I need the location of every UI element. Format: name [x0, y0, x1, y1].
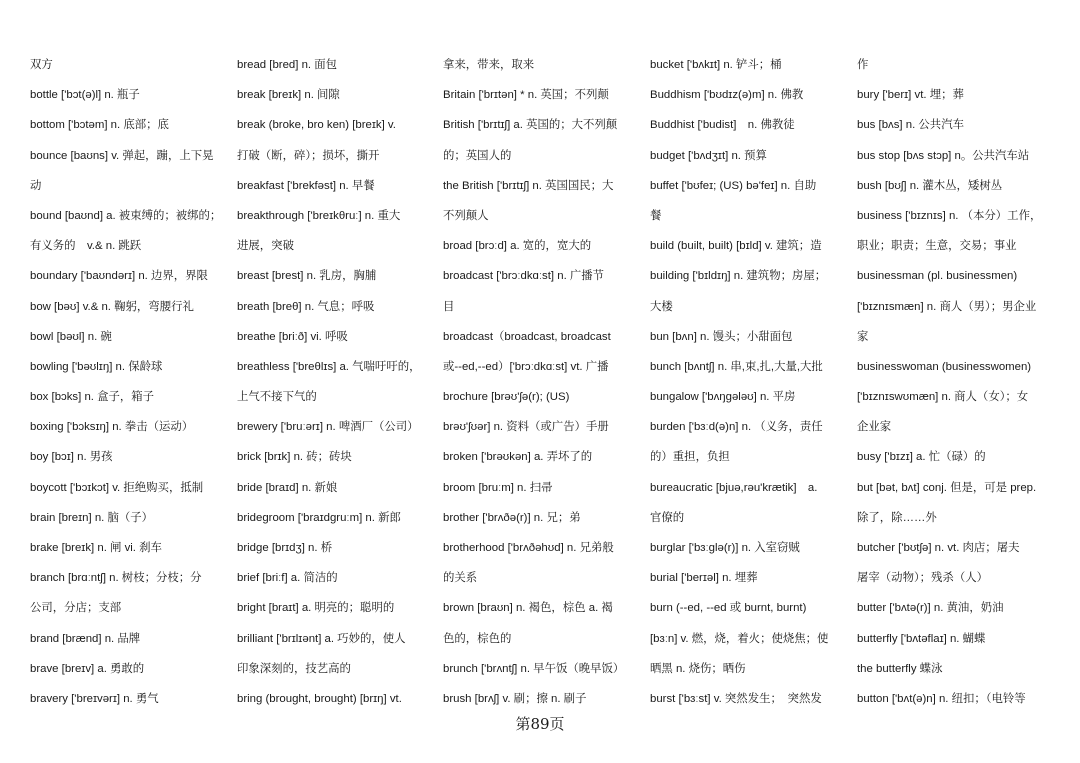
entry-line: broom [bruːm] n. 扫帚 — [443, 481, 553, 494]
entry-line: box [bɔks] n. 盒子，箱子 — [30, 391, 155, 404]
entry-line: bowl [bəʊl] n. 碗 — [30, 330, 112, 343]
entry-line: brief [briːf] a. 简洁的 — [237, 572, 338, 585]
entry-line: 大楼 — [650, 300, 673, 313]
entry-line: bush [bʊʃ] n. 灌木丛，矮树丛 — [857, 179, 1003, 192]
entry-line: 公司，分店；支部 — [30, 602, 122, 615]
entry-line: [bɜːn] v. 燃，烧，着火；使烧焦；使 — [650, 632, 829, 645]
entry-line: 双方 — [30, 59, 53, 71]
entry-line: ['bɪznɪsmæn] n. 商人（男）；男企业 — [857, 300, 1037, 313]
entry-line: 官僚的 — [650, 511, 685, 524]
column-5 — [857, 50, 1057, 714]
entry-line: broadcast ['brɔːdkɑːst] n. 广播节 — [443, 270, 605, 283]
entry-line: brand [brænd] n. 品牌 — [30, 632, 141, 645]
entry-line: business ['bɪznɪs] n. （本分）工作， — [857, 209, 1042, 222]
entry-line: bucket ['bʌkɪt] n. 铲斗；桶 — [650, 59, 782, 71]
entry-line: burst ['bɜːst] v. 突然发生； 突然发 — [650, 692, 822, 705]
entry-line: button ['bʌt(ə)n] n. 纽扣；（电铃等 — [857, 692, 1026, 705]
entry-line: bungalow ['bʌŋgələʊ] n. 平房 — [650, 391, 796, 404]
entry-line: boycott ['bɔɪkɔt] v. 拒绝购买，抵制 — [30, 481, 204, 494]
entry-line: 有义务的 v.& n. 跳跃 — [30, 240, 142, 253]
entry-line: businessman (pl. businessmen) — [857, 270, 1018, 283]
entry-line: burden ['bɜːd(ə)n] n. （义务，责任 — [650, 421, 823, 434]
entry-line: 除了，除……外 — [857, 511, 937, 524]
entry-line: 上气不接下气的 — [237, 391, 317, 404]
entry-line: build (built, built) [bɪld] v. 建筑；造 — [650, 240, 822, 253]
entry-line: butcher ['bʊtʃə] n. vt. 肉店；屠夫 — [857, 542, 1020, 554]
entry-line: breathless ['breθlɪs] a. 气喘吁吁的， — [237, 360, 421, 373]
entry-line: 作 — [857, 59, 869, 71]
entry-line: 动 — [30, 179, 42, 192]
entry-line: 印象深刻的，技艺高的 — [237, 662, 351, 675]
entry-line: budget ['bʌdʒɪt] n. 预算 — [650, 149, 767, 162]
column-2 — [237, 50, 437, 714]
entry-line: British ['brɪtɪʃ] a. 英国的；大不列颠 — [443, 119, 618, 132]
entry-line: bound [baʊnd] a. 被束缚的；被绑的； — [30, 209, 222, 222]
entry-line: burial ['berɪəl] n. 埋葬 — [650, 572, 758, 585]
entry-line: bow [bəʊ] v.& n. 鞠躬，弯腰行礼 — [30, 300, 194, 313]
entry-line: brush [brʌʃ] v. 刷；擦 n. 刷子 — [443, 692, 587, 705]
entry-line: but [bət, bʌt] conj. 但是，可是 prep. — [857, 481, 1037, 494]
entry-line: brewery ['bruːərɪ] n. 啤酒厂（公司） — [237, 421, 419, 434]
entry-line: bottle ['bɔt(ə)l] n. 瓶子 — [30, 89, 140, 102]
entry-line: 不列颠人 — [443, 209, 489, 222]
entry-line: brother ['brʌðə(r)] n. 兄；弟 — [443, 511, 581, 524]
entry-line: brunch ['brʌntʃ] n. 早午饭（晚早饭） — [443, 662, 625, 675]
entry-line: bus [bʌs] n. 公共汽车 — [857, 119, 964, 132]
entry-line: 的关系 — [443, 572, 478, 585]
entry-line: brilliant ['brɪlɪənt] a. 巧妙的，使人 — [237, 632, 406, 645]
entry-line: 企业家 — [857, 421, 892, 434]
column-4 — [650, 50, 850, 714]
entry-line: 晒黑 n. 烧伤；晒伤 — [650, 662, 746, 675]
page-number: 第89页 — [515, 715, 565, 733]
entry-line: broadcast（broadcast, broadcast — [443, 330, 611, 343]
column-1 — [30, 50, 230, 714]
entry-line: buffet ['bʊfeɪ; (US) bə'feɪ] n. 自助 — [650, 179, 817, 192]
entry-line: brain [breɪn] n. 脑（子） — [30, 511, 154, 524]
entry-line: brochure [brəʊ'ʃə(r); (US) — [443, 391, 570, 404]
entry-line: breath [breθ] n. 气息；呼吸 — [237, 300, 375, 313]
entry-line: brotherhood ['brʌðəhʊd] n. 兄弟般 — [443, 542, 614, 554]
entry-line: boxing ['bɔksɪŋ] n. 拳击（运动） — [30, 421, 194, 434]
entry-line: 家 — [857, 330, 869, 343]
entry-line: 色的，棕色的 — [443, 632, 512, 645]
entry-line: 拿来，带来，取来 — [443, 59, 535, 71]
entry-line: burglar ['bɜːglə(r)] n. 入室窃贼 — [650, 542, 800, 554]
entry-line: bridge [brɪdʒ] n. 桥 — [237, 542, 333, 554]
entry-line: bottom ['bɔtəm] n. 底部；底 — [30, 119, 169, 132]
entry-line: busy ['bɪzɪ] a. 忙（碌）的 — [857, 451, 986, 464]
entry-line: break (broke, bro ken) [breɪk] v. — [237, 119, 396, 132]
entry-line: 目 — [443, 300, 455, 313]
entry-line: Buddhist ['budist] n. 佛教徒 — [650, 119, 795, 132]
entry-line: broad [brɔːd] a. 宽的，宽大的 — [443, 240, 592, 253]
entry-line: ['bɪznɪswʊmæn] n. 商人（女）；女 — [857, 391, 1029, 404]
entry-line: brown [braʊn] n. 褐色，棕色 a. 褐 — [443, 602, 613, 615]
entry-line: the butterfly 蝶泳 — [857, 662, 943, 675]
entry-line: bus stop [bʌs stɔp] n。公共汽车站 — [857, 149, 1030, 162]
entry-line: businesswoman (businesswomen) — [857, 360, 1032, 373]
entry-line: bridegroom ['braɪdgruːm] n. 新郎 — [237, 511, 401, 524]
entry-line: breathe [briːð] vi. 呼吸 — [237, 330, 348, 343]
entry-line: boy [bɔɪ] n. 男孩 — [30, 451, 113, 464]
entry-line: burn (--ed, --ed 或 burnt, burnt) — [650, 602, 807, 615]
entry-line: brave [breɪv] a. 勇敢的 — [30, 662, 145, 675]
column-3 — [443, 50, 643, 714]
entry-line: break [breɪk] n. 间隙 — [237, 89, 340, 102]
entry-line: 的；英国人的 — [443, 149, 512, 162]
entry-line: broken ['brəʊkən] a. 弄坏了的 — [443, 451, 593, 464]
entry-line: bring (brought, brought) [brɪŋ] vt. — [237, 692, 402, 705]
entry-line: Britain ['brɪtən] * n. 英国；不列颠 — [443, 89, 609, 102]
entry-line: breakthrough ['breɪkθruː] n. 重大 — [237, 209, 401, 222]
entry-line: bowling ['bəʊlɪŋ] n. 保龄球 — [30, 360, 163, 373]
entry-line: bride [braɪd] n. 新娘 — [237, 481, 338, 494]
entry-line: 的）重担，负担 — [650, 451, 730, 464]
entry-line: the British ['brɪtɪʃ] n. 英国国民；大 — [443, 179, 614, 192]
entry-line: butterfly ['bʌtəflaɪ] n. 蝴蝶 — [857, 632, 986, 645]
entry-line: Buddhism ['bʊdɪz(ə)m] n. 佛教 — [650, 89, 804, 102]
entry-line: 打破（断，碎）；损坏，撕开 — [237, 149, 380, 162]
entry-line: bread [bred] n. 面包 — [237, 59, 338, 71]
entry-line: building ['bɪldɪŋ] n. 建筑物；房屋； — [650, 270, 827, 283]
entry-line: bravery ['breɪvərɪ] n. 勇气 — [30, 692, 159, 705]
entry-line: bounce [baʊns] v. 弹起，蹦，上下晃 — [30, 149, 214, 162]
entry-line: bun [bʌn] n. 馒头；小甜面包 — [650, 330, 793, 343]
entry-line: brəʊ'ʃʊər] n. 资料（或广告）手册 — [443, 421, 609, 434]
entry-line: bury ['berɪ] vt. 埋；葬 — [857, 89, 964, 102]
entry-line: 屠宰（动物）；残杀（人） — [857, 572, 988, 585]
entry-line: breast [brest] n. 乳房，胸脯 — [237, 270, 377, 283]
entry-line: 进展，突破 — [237, 240, 294, 253]
entry-line: butter ['bʌtə(r)] n. 黄油，奶油 — [857, 602, 1004, 615]
entry-line: boundary ['baʊndərɪ] n. 边界，界限 — [30, 270, 208, 283]
entry-line: breakfast ['brekfəst] n. 早餐 — [237, 179, 375, 192]
entry-line: 餐 — [650, 209, 662, 222]
entry-line: branch [brɑːntʃ] n. 树枝；分枝；分 — [30, 572, 202, 585]
entry-line: brake [breɪk] n. 闸 vi. 刹车 — [30, 542, 162, 554]
entry-line: 职业；职责；生意，交易；事业 — [857, 240, 1017, 253]
entry-line: bunch [bʌntʃ] n. 串,束,扎,大量,大批 — [650, 360, 823, 373]
entry-line: bright [braɪt] a. 明亮的；聪明的 — [237, 602, 395, 615]
entry-line: 或--ed,--ed）['brɔːdkɑːst] vt. 广播 — [443, 360, 609, 373]
entry-line: brick [brɪk] n. 砖；砖块 — [237, 451, 352, 464]
entry-line: bureaucratic [bjuə,rəu'krætik] a. — [650, 481, 818, 494]
